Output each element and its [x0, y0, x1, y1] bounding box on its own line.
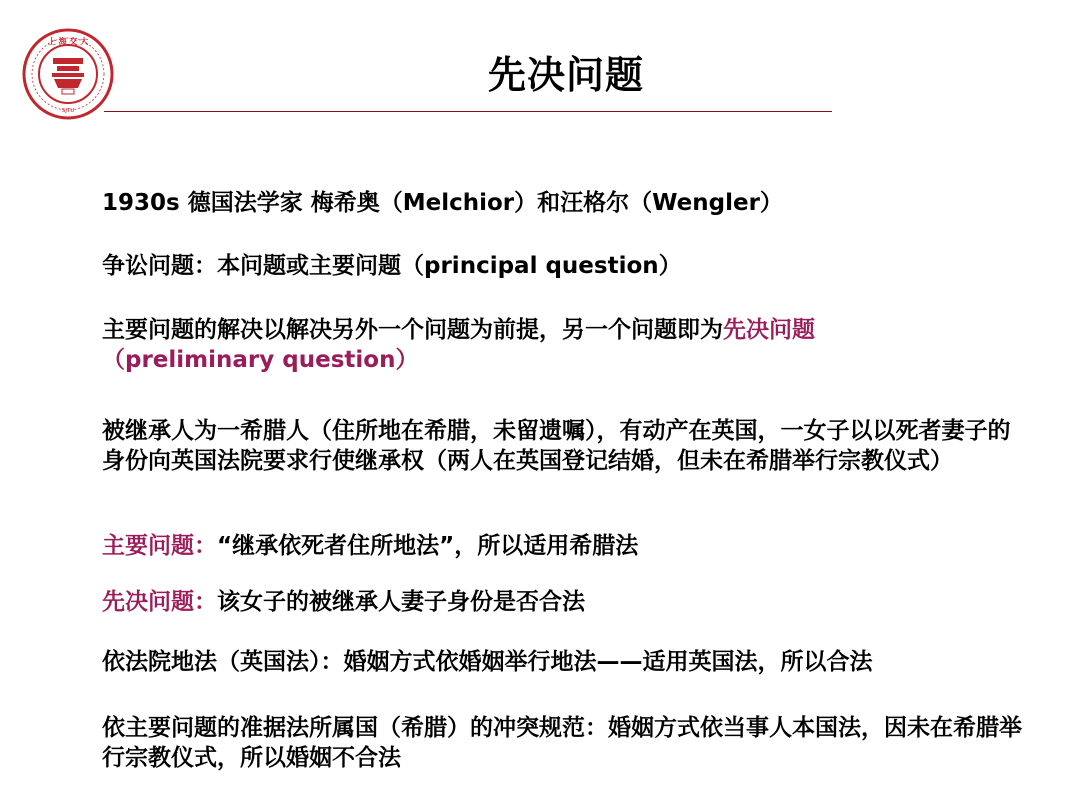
paragraph-definition: [102, 315, 1032, 375]
svg-text:上 海 交 大: 上 海 交 大: [47, 37, 89, 46]
preliminary-question-text: 该女子的被继承人妻子身份是否合法: [217, 589, 585, 615]
title-divider: [104, 111, 832, 112]
paragraph-case-facts: 被继承人为一希腊人（住所地在希腊，未留遗嘱），有动产在英国，一女子以以死者妻子的身份向英国法院要求行使继承权（两人在英国登记结婚，但未在希腊举行宗教仪式）: [102, 418, 1011, 474]
slide-title: 先决问题: [487, 53, 644, 97]
paragraph-preliminary-question: [102, 587, 1032, 617]
paragraph-forum-law: 依法院地法（英国法）：婚姻方式依婚姻举行地法——适用英国法，所以合法: [102, 649, 873, 675]
paragraph-principal-question: 争讼问题：本问题或主要问题（principal question）: [102, 253, 682, 279]
svg-text:SJTU: SJTU: [61, 108, 75, 114]
preliminary-question-label: 先决问题：: [102, 589, 217, 615]
definition-term-english: （preliminary question）: [102, 347, 419, 373]
definition-term: 先决问题: [723, 317, 815, 343]
main-question-label: 主要问题：: [102, 533, 217, 559]
definition-lead: 主要问题的解决以解决另外一个问题为前提，另一个问题即为: [102, 317, 723, 343]
main-question-text: “继承依死者住所地法”，所以适用希腊法: [217, 533, 639, 559]
paragraph-lex-causae: 依主要问题的准据法所属国（希腊）的冲突规范：婚姻方式依当事人本国法，因未在希腊举行宗教仪式，所以婚姻不合法: [102, 715, 1022, 771]
paragraph-scholars: 1930s 德国法学家 梅希奥（Melchior）和汪格尔（Wengler）: [102, 190, 783, 216]
paragraph-main-question: [102, 531, 1032, 561]
